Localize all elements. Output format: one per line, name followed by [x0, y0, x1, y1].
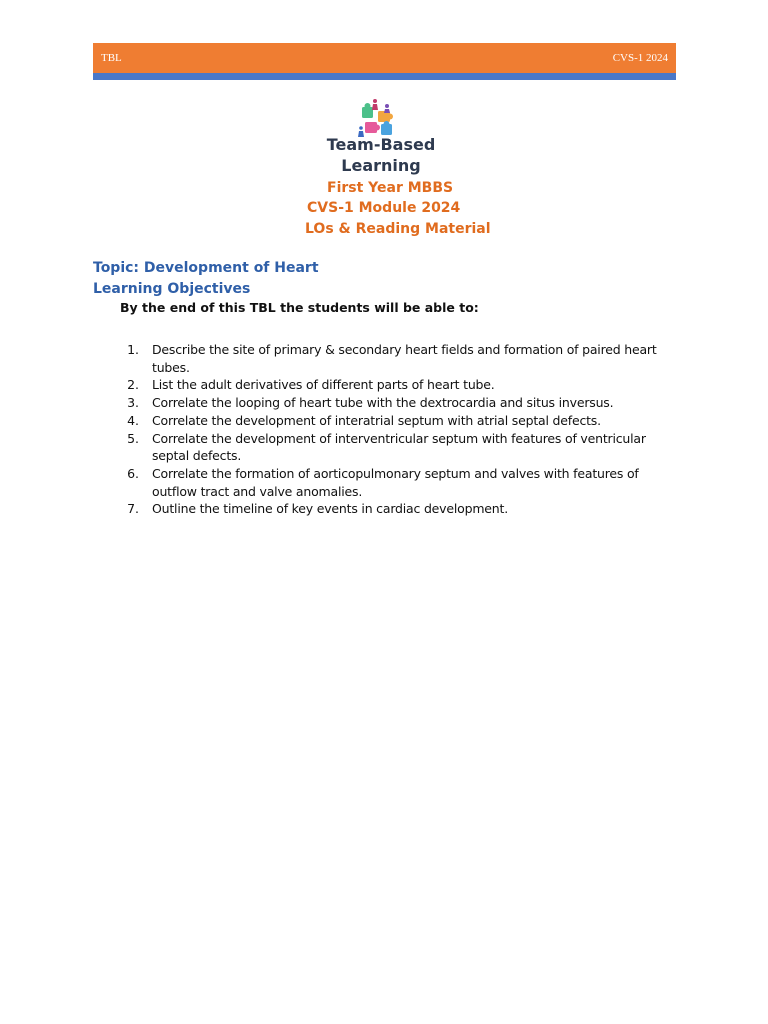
objective-item: [112, 376, 672, 394]
objective-text: Correlate the development of interventricular septum with features of ventricular septal defects.: [152, 430, 646, 464]
objective-text: Correlate the looping of heart tube with the dextrocardia and situs inversus.: [152, 395, 614, 411]
objective-item: [112, 465, 672, 500]
objectives-intro: By the end of this TBL the students will be able to:: [120, 300, 479, 315]
objective-number: 4.: [127, 412, 139, 428]
objective-number: 5.: [127, 430, 139, 446]
objective-item: [112, 412, 672, 430]
puzzle-people-icon: [356, 97, 400, 139]
objective-item: [112, 341, 672, 376]
objective-item: [112, 430, 672, 465]
objectives-list: [112, 341, 672, 518]
objective-number: 2.: [127, 377, 139, 393]
objective-text: Correlate the formation of aorticopulmonary septum and valves with features of outflow tract and valve anomalies.: [152, 465, 639, 499]
page-header-bar: [93, 43, 676, 73]
subtitle-year: First Year MBBS: [327, 180, 454, 196]
learning-objectives-heading: Learning Objectives: [93, 281, 251, 297]
objective-number: 6.: [127, 465, 139, 481]
objective-item: [112, 500, 672, 518]
subtitle-material: LOs & Reading Material: [305, 221, 491, 237]
logo-text-line1: Team-Based: [326, 135, 436, 154]
logo-text-line2: Learning: [341, 156, 421, 175]
header-rule: [93, 73, 676, 80]
objective-number: 3.: [127, 395, 139, 411]
objective-text: Outline the timeline of key events in cardiac development.: [152, 501, 508, 517]
objective-number: 1.: [127, 342, 139, 357]
topic-heading: Topic: Development of Heart: [93, 260, 319, 276]
objective-number: 7.: [127, 501, 139, 517]
subtitle-module: CVS-1 Module 2024: [307, 200, 461, 216]
objective-item: [112, 394, 672, 412]
header-right-label: CVS-1 2024: [612, 52, 668, 64]
objective-text: Describe the site of primary & secondary heart fields and formation of paired heart tubes.: [152, 342, 657, 375]
objective-text: Correlate the development of interatrial septum with atrial septal defects.: [152, 412, 601, 428]
objective-text: List the adult derivatives of different parts of heart tube.: [152, 377, 495, 393]
header-left-label: TBL: [101, 52, 122, 64]
